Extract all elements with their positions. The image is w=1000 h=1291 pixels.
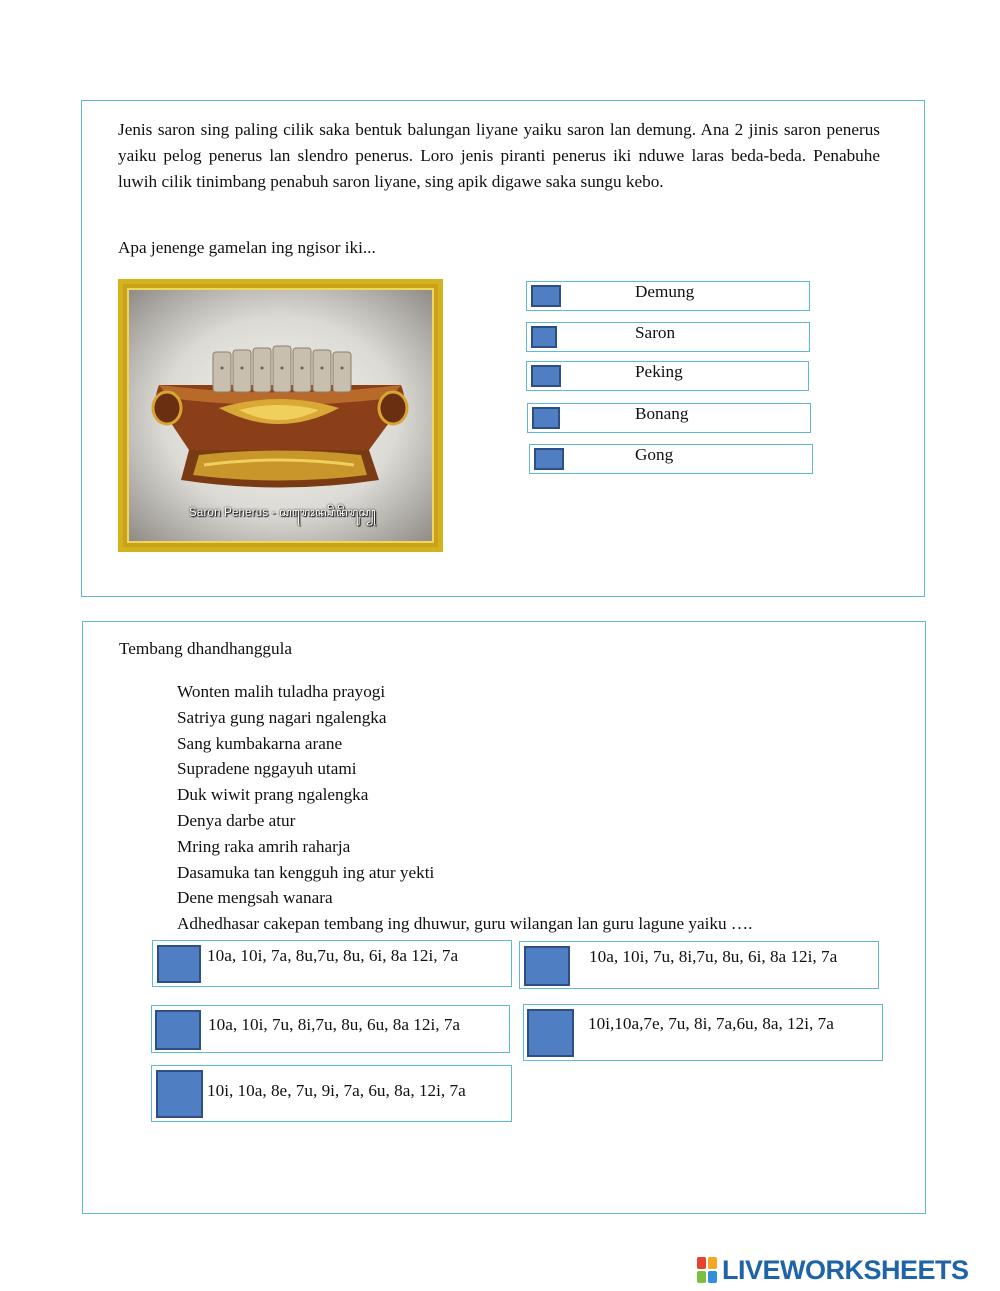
- section-title: Tembang dhandhanggula: [119, 639, 293, 658]
- poem-line: Supradene nggayuh utami: [177, 759, 357, 779]
- option-peking[interactable]: [526, 361, 809, 391]
- saron-image: [127, 288, 434, 543]
- poem-line: Denya darbe atur: [177, 810, 296, 830]
- answer-option-4[interactable]: [523, 1004, 883, 1061]
- poem-line: Duk wiwit prang ngalengka: [177, 785, 369, 805]
- answer-option-1[interactable]: [152, 940, 512, 987]
- option-bonang[interactable]: [527, 403, 811, 433]
- answer-checkbox[interactable]: [155, 1010, 201, 1050]
- poem-line: Dene mengsah wanara: [177, 888, 333, 908]
- option-saron[interactable]: [526, 322, 810, 352]
- answer-checkbox[interactable]: [527, 1009, 574, 1057]
- answer-label: 10a, 10i, 7u, 8i,7u, 8u, 6i, 8a 12i, 7a: [589, 947, 838, 966]
- answer-checkbox[interactable]: [157, 945, 201, 983]
- answer-checkbox[interactable]: [524, 946, 570, 986]
- answer-label: 10a, 10i, 7a, 8u,7u, 8u, 6i, 8a 12i, 7a: [207, 946, 459, 965]
- answer-label: 10i, 10a, 8e, 7u, 9i, 7a, 6u, 8a, 12i, 7a: [207, 1081, 466, 1100]
- poem-lines: [177, 679, 752, 937]
- poem-line: Dasamuka tan kengguh ing atur yekti: [177, 862, 435, 882]
- poem-line: Satriya gung nagari ngalengka: [177, 707, 387, 727]
- poem-line: Wonten malih tuladha prayogi: [177, 682, 386, 701]
- image-caption: Saron Penerus - ꦱꦫꦺꦴꦤ꧀ꦥꦼꦤꦼꦫꦸꦱ꧀: [189, 507, 376, 519]
- liveworksheets-logo: [697, 1255, 969, 1285]
- option-gong[interactable]: [529, 444, 813, 474]
- option-label: Demung: [635, 282, 695, 301]
- question-panel-tembang: [82, 621, 926, 1214]
- intro-paragraph: Jenis saron sing paling cilik saka bentuk balungan liyane yaiku saron lan demung. Ana 2 jinis saron penerus yaiku pelog penerus lan slendro penerus. Loro jenis piranti penerus iki nduwe laras beda-beda. Penabuhe luwih cilik tinimbang penabuh saron liyane, sing apik digawe saka sungu kebo.: [118, 120, 880, 191]
- option-checkbox[interactable]: [532, 407, 560, 429]
- answer-label: 10i,10a,7e, 7u, 8i, 7a,6u, 8a, 12i, 7a: [588, 1014, 834, 1033]
- answer-option-3[interactable]: [151, 1005, 510, 1053]
- question-panel-saron: [81, 100, 925, 597]
- option-label: Peking: [635, 362, 683, 381]
- option-demung[interactable]: [526, 281, 810, 311]
- option-label: Bonang: [635, 404, 689, 423]
- question-text-1: Apa jenenge gamelan ing ngisor iki...: [118, 238, 376, 257]
- poem-line: Sang kumbakarna arane: [177, 733, 343, 753]
- question-text-2: Adhedhasar cakepan tembang ing dhuwur, guru wilangan lan guru lagune yaiku ….: [177, 914, 753, 934]
- saron-image-frame: [118, 279, 443, 552]
- option-checkbox[interactable]: [531, 326, 557, 348]
- answer-label: 10a, 10i, 7u, 8i,7u, 8u, 6u, 8a 12i, 7a: [208, 1015, 461, 1034]
- answer-option-5[interactable]: [151, 1065, 512, 1122]
- brand-name: LIVEWORKSHEETS: [722, 1254, 969, 1285]
- option-checkbox[interactable]: [531, 365, 561, 387]
- answer-checkbox[interactable]: [156, 1070, 203, 1118]
- liveworksheets-icon: [697, 1257, 719, 1283]
- option-checkbox[interactable]: [534, 448, 564, 470]
- poem-line: Mring raka amrih raharja: [177, 836, 351, 856]
- option-label: Gong: [635, 445, 674, 464]
- option-label: Saron: [635, 323, 676, 342]
- option-checkbox[interactable]: [531, 285, 561, 307]
- answer-option-2[interactable]: [519, 941, 879, 989]
